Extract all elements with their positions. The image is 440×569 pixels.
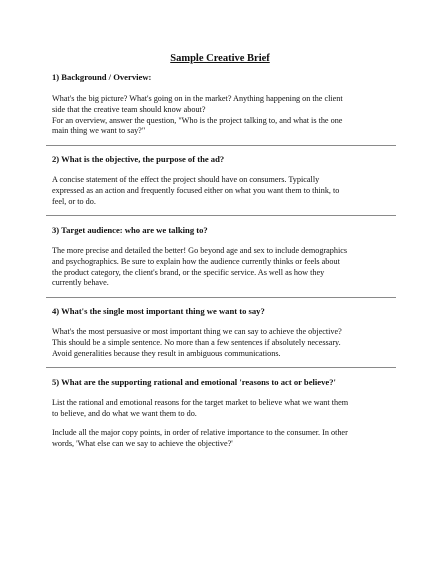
- paragraph-line: main thing we want to say?": [52, 126, 146, 136]
- paragraph-line: This should be a simple sentence. No more than a few sentences if absolutely necessary.: [52, 337, 341, 347]
- paragraph-line: What's the big picture? What's going on in the market? Anything happening on the client: [52, 94, 343, 103]
- paragraph-line: Include all the major copy points, in order of relative importance to the consumer. In other: [52, 428, 348, 437]
- section-1-paragraph: [52, 94, 392, 137]
- paragraph-line: List the rational and emotional reasons for the target market to believe what we want them: [52, 398, 349, 407]
- paragraph-line: expressed as an action and frequently focused either on what you want them to think, to: [52, 185, 340, 195]
- section-1-heading: 1) Background / Overview:: [52, 72, 152, 82]
- section-5-paragraph-1: [52, 398, 392, 420]
- section-divider: [46, 215, 396, 216]
- paragraph-line: feel, or to do.: [52, 196, 96, 206]
- paragraph-line: What's the most persuasive or most important thing we can say to achieve the objective?: [52, 327, 342, 336]
- section-divider: [46, 145, 396, 146]
- section-3-paragraph: [52, 246, 392, 289]
- document-title: Sample Creative Brief: [170, 53, 270, 64]
- paragraph-line: Avoid generalities because they result in ambiguous communications.: [52, 348, 281, 358]
- section-2-heading: 2) What is the objective, the purpose of the ad?: [52, 154, 225, 164]
- paragraph-line: A concise statement of the effect the project should have on consumers. Typically: [52, 175, 320, 184]
- paragraph-line: side that the creative team should know about?: [52, 104, 206, 114]
- paragraph-line: words, 'What else can we say to achieve the objective?': [52, 438, 233, 448]
- section-divider: [46, 297, 396, 298]
- paragraph-line: the product category, the client's brand, or the specific service. As well as how they: [52, 267, 325, 277]
- paragraph-line: and psychographics. Be sure to explain how the audience currently thinks or feels about: [52, 256, 340, 266]
- section-5-heading: 5) What are the supporting rational and emotional 'reasons to act or believe?': [52, 377, 336, 387]
- section-4-heading: 4) What's the single most important thing we want to say?: [52, 306, 265, 316]
- section-2-paragraph: [52, 175, 392, 207]
- section-5-paragraph-2: [52, 428, 392, 450]
- section-4-paragraph: [52, 327, 392, 359]
- paragraph-line: to believe, and do what we want them to do.: [52, 408, 197, 418]
- paragraph-line: currently behave.: [52, 278, 109, 288]
- section-divider: [46, 367, 396, 368]
- paragraph-line: The more precise and detailed the better! Go beyond age and sex to include demographics: [52, 246, 348, 255]
- paragraph-line: For an overview, answer the question, "Who is the project talking to, and what is the one: [52, 115, 343, 125]
- section-3-heading: 3) Target audience: who are we talking to?: [52, 225, 208, 235]
